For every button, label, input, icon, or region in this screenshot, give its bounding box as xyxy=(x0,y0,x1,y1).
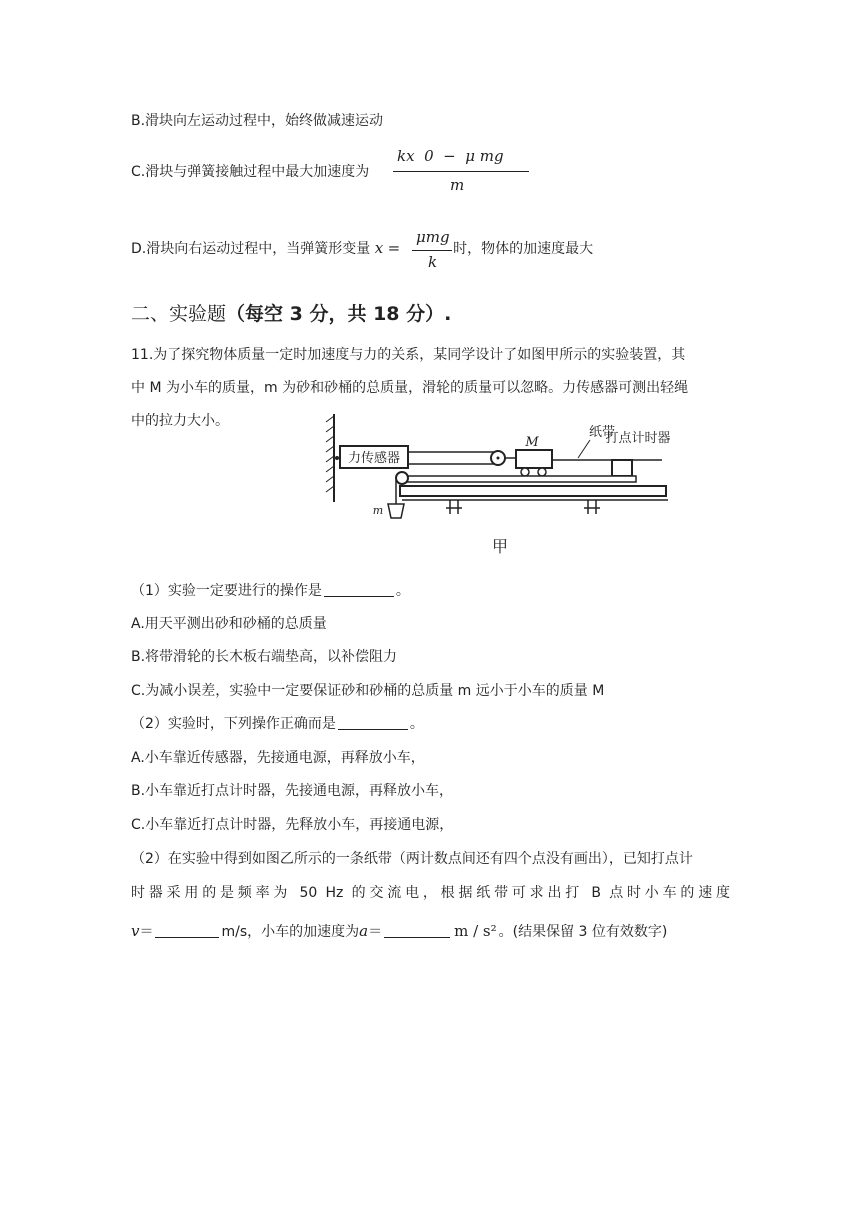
equals-sign: ＝ xyxy=(368,924,383,940)
fraction-numerator: μmg xyxy=(416,228,450,246)
part1-text: （1）实验一定要进行的操作是 xyxy=(131,583,322,599)
var-v: v xyxy=(131,922,140,940)
wall-hatching xyxy=(326,416,334,492)
timer-label: 打点计时器 xyxy=(605,431,671,446)
fraction-denominator: k xyxy=(428,253,438,271)
part1-option-b: B.将带滑轮的长木板右端垫高，以补偿阻力 xyxy=(131,649,398,665)
option-d-suffix: 时，物体的加速度最大 xyxy=(453,241,594,257)
clamp-right xyxy=(584,500,600,514)
section-title: 二、实验题 xyxy=(131,303,227,325)
part1-option-c: C.为减小误差，实验中一定要保证砂和砂桶的总质量 m 远小于小车的质量 M xyxy=(131,683,605,699)
part1-option-a: A.用天平测出砂和砂桶的总质量 xyxy=(131,616,327,632)
part3-tail: 。(结果保留 3 位有效数字) xyxy=(498,924,668,940)
car xyxy=(516,450,552,468)
fraction-bar xyxy=(412,250,452,251)
fraction-denominator: m xyxy=(450,176,465,194)
option-c-text: C.滑块与弹簧接触过程中最大加速度为 xyxy=(131,164,370,180)
pulley-axle xyxy=(497,457,500,460)
equals-sign: ＝ xyxy=(139,924,154,940)
long-board xyxy=(400,486,666,496)
section-heading xyxy=(131,301,451,327)
fraction-bar xyxy=(393,171,529,172)
hook xyxy=(335,456,339,460)
part1-end: 。 xyxy=(395,583,410,599)
figure-caption: 甲 xyxy=(491,537,509,556)
tape-pointer xyxy=(578,440,590,458)
part1-question xyxy=(131,581,410,601)
tape-label: 纸带 xyxy=(588,425,616,440)
q11-stem-line-2: 中 M 为小车的质量，m 为砂和砂桶的总质量，滑轮的质量可以忽略。力传感器可测出轻绳 xyxy=(131,380,689,396)
velocity-unit-text: m/s，小车的加速度为 xyxy=(221,924,360,940)
car-label: M xyxy=(525,435,539,450)
part3-line-3 xyxy=(131,921,667,942)
velocity-answer-blank[interactable] xyxy=(155,923,219,938)
var-a: a xyxy=(359,922,369,940)
section-score: （每空 3 分，共 18 分）. xyxy=(226,303,452,325)
board-top xyxy=(400,476,636,482)
option-b: B.滑块向左运动过程中，始终做减速运动 xyxy=(131,113,384,129)
part2-text: （2）实验时，下列操作正确而是 xyxy=(131,716,336,732)
q11-stem-line-3: 中的拉力大小。 xyxy=(131,413,229,429)
part1-answer-blank[interactable] xyxy=(324,582,394,597)
force-sensor-label: 力传感器 xyxy=(347,451,401,466)
car-wheel-left xyxy=(521,468,529,476)
part2-answer-blank[interactable] xyxy=(338,715,408,730)
fixed-pulley xyxy=(396,472,408,484)
timer xyxy=(612,460,632,476)
part3-line-2: 时器采用的是频率为 50 Hz 的交流电，根据纸带可求出打 B 点时小车的速度 xyxy=(131,885,730,901)
clamp-left xyxy=(446,500,462,514)
var-x: x xyxy=(374,239,384,257)
apparatus-diagram xyxy=(322,412,677,558)
acceleration-answer-blank[interactable] xyxy=(384,923,450,938)
part2-option-b: B.小车靠近打点计时器，先接通电源，再释放小车， xyxy=(131,783,454,799)
part3-line-1: （2）在实验中得到如图乙所示的一条纸带（两计数点间还有四个点没有画出），已知打点计 xyxy=(131,851,693,867)
part2-question xyxy=(131,714,424,734)
bucket-label: m xyxy=(372,504,384,517)
option-d xyxy=(131,238,593,259)
part2-option-a: A.小车靠近传感器，先接通电源，再释放小车， xyxy=(131,750,425,766)
q11-stem-line-1: 11.为了探究物体质量一定时加速度与力的关系，某同学设计了如图甲所示的实验装置，其 xyxy=(131,347,686,363)
part2-option-c: C.小车靠近打点计时器，先释放小车，再接通电源， xyxy=(131,817,454,833)
sand-bucket xyxy=(388,504,404,518)
part2-end: 。 xyxy=(409,716,424,732)
fraction-numerator: kx 0 − μ mg xyxy=(397,147,504,165)
option-d-prefix: D.滑块向右运动过程中，当弹簧形变量 xyxy=(131,241,371,257)
car-wheel-right xyxy=(538,468,546,476)
acceleration-unit: m / s² xyxy=(454,922,497,940)
equals-sign: = xyxy=(387,239,401,257)
